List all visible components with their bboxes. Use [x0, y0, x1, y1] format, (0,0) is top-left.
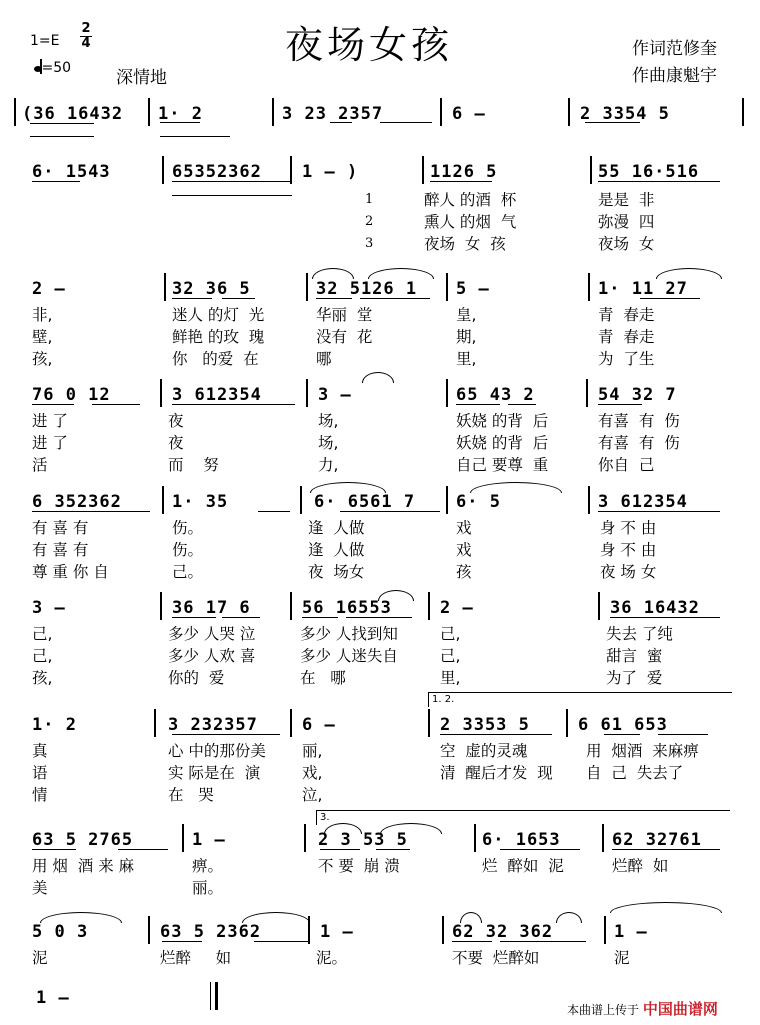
measure: 32 5126 1: [316, 279, 418, 299]
footer-text: 本曲谱上传于: [567, 1003, 640, 1017]
barline: [602, 824, 604, 852]
barline: [422, 156, 424, 184]
measure: 3 –: [318, 385, 352, 405]
lyric-text: 壁,: [32, 328, 53, 346]
beam-line: [340, 511, 440, 512]
barline: [290, 709, 292, 737]
notation-row: [0, 492, 760, 516]
measure: 2 3 53 5: [318, 830, 408, 850]
lyric-text: 语: [32, 764, 48, 782]
lyric-text: 己,: [32, 647, 53, 665]
lyric-text: 熏人 的烟 气: [424, 213, 517, 231]
notation-row: [0, 385, 760, 409]
beam-line: [346, 617, 412, 618]
beam-line: [508, 404, 536, 405]
lyric-text: 为 了生: [598, 350, 655, 368]
beam-line: [32, 404, 74, 405]
slur-arc: [556, 912, 582, 923]
slur-arc: [310, 482, 386, 493]
beam-line: [302, 617, 338, 618]
verse-number: 3: [365, 236, 374, 251]
lyric-text: 心 中的那份美: [168, 742, 266, 760]
beam-line: [30, 123, 94, 124]
meter-top: 2: [81, 21, 91, 36]
barline: [428, 709, 430, 737]
lyric-text: 在 哪: [300, 669, 346, 687]
beam-line: [500, 849, 580, 850]
beam-line: [612, 849, 720, 850]
lyric-text: 用 烟酒 来麻痹: [586, 742, 699, 760]
volta-bracket: 1. 2.: [428, 692, 732, 707]
lyric-text: 己,: [440, 647, 461, 665]
slur-arc: [312, 268, 354, 279]
beam-line: [222, 617, 260, 618]
barline: [148, 98, 150, 126]
lyric-text: 夜: [168, 434, 184, 452]
barline: [566, 709, 568, 737]
slur-arc: [470, 482, 562, 493]
measure: 1· 11 27: [598, 279, 688, 299]
lyric-text: 进 了: [32, 434, 68, 452]
barline: [304, 824, 306, 852]
barline: [442, 916, 444, 944]
slur-arc: [378, 590, 414, 601]
lyric-text: 活: [32, 456, 48, 474]
lyric-text: 痹。: [192, 857, 224, 875]
barline: [446, 273, 448, 301]
measure: 36 17 6: [172, 598, 251, 618]
verse-number: 2: [365, 214, 374, 229]
beam-line: [32, 181, 80, 182]
notation-row: [0, 715, 760, 739]
beam-line: [172, 195, 292, 196]
lyric-text: 己。: [172, 563, 204, 581]
measure: 32 36 5: [172, 279, 251, 299]
lyric-text: 伤。: [172, 541, 204, 559]
lyric-text: 戏: [456, 519, 472, 537]
beam-line: [172, 617, 216, 618]
beam-line: [258, 511, 290, 512]
expression-marking: 深情地: [116, 68, 167, 88]
beam-line: [32, 849, 76, 850]
measure: 62 32 362: [452, 922, 554, 942]
lyric-text: 失去 了纯: [606, 625, 673, 643]
beam-line: [610, 617, 720, 618]
lyric-text: 为了 爱: [606, 669, 663, 687]
beam-line: [316, 298, 352, 299]
footer: [567, 998, 718, 1019]
lyric-text: 伤。: [172, 519, 204, 537]
measure: 3 612354: [172, 385, 262, 405]
slur-arc: [368, 268, 434, 279]
lyric-text: 妖娆 的背 后: [456, 412, 549, 430]
measure: (36 16432: [22, 104, 124, 124]
beam-line: [598, 181, 650, 182]
barline: [162, 156, 164, 184]
lyric-text: 美: [32, 879, 48, 897]
barline: [440, 98, 442, 126]
measure: 2 3353 5: [440, 715, 530, 735]
lyric-text: 真: [32, 742, 48, 760]
barline: [446, 486, 448, 514]
notation-row: [0, 922, 760, 946]
beam-line: [640, 298, 700, 299]
lyric-text: 孩,: [32, 669, 53, 687]
barline: [160, 379, 162, 407]
barline: [588, 273, 590, 301]
lyric-text: 泥。: [316, 949, 348, 967]
measure: 63 5 2765: [32, 830, 134, 850]
time-signature: [80, 22, 92, 51]
measure: 6 –: [302, 715, 336, 735]
measure: 6· 1543: [32, 162, 111, 182]
measure: 3 23 2357: [282, 104, 384, 124]
lyric-text: 不 要 崩 溃: [318, 857, 400, 875]
lyric-text: 鲜艳 的玫 瑰: [172, 328, 265, 346]
slur-arc: [362, 372, 394, 383]
beam-line: [160, 136, 230, 137]
beam-line: [172, 298, 212, 299]
lyric-text: 非,: [32, 306, 53, 324]
lyric-text: 你 的爱 在: [172, 350, 259, 368]
beam-line: [585, 122, 640, 123]
barline: [604, 916, 606, 944]
measure: 1126 5: [430, 162, 498, 182]
barline: [588, 486, 590, 514]
lyric-text: 弥漫 四: [598, 213, 655, 231]
lyric-text: 而 努: [168, 456, 219, 474]
lyric-text: 逢 人做: [308, 519, 365, 537]
beam-line: [456, 404, 500, 405]
barline: [586, 379, 588, 407]
lyric-text: 华丽 堂: [316, 306, 373, 324]
measure: 63 5 2362: [160, 922, 262, 942]
lyric-text: 青 春走: [598, 328, 655, 346]
measure: 3 –: [32, 598, 66, 618]
lyric-text: 在 哭: [168, 786, 214, 804]
barline: [598, 592, 600, 620]
barline: [14, 98, 16, 126]
lyric-text: 有 喜 有: [32, 541, 89, 559]
beam-line: [500, 941, 586, 942]
beam-line: [430, 181, 492, 182]
beam-line: [452, 941, 492, 942]
barline: [154, 709, 156, 737]
lyric-text: 有喜 有 伤: [598, 412, 680, 430]
lyric-text: 戏,: [302, 764, 323, 782]
beam-line: [172, 734, 280, 735]
lyric-text: 泣,: [302, 786, 323, 804]
beam-line: [32, 511, 70, 512]
barline: [290, 156, 292, 184]
measure: 1· 2: [158, 104, 203, 124]
lyric-text: 里,: [456, 350, 477, 368]
lyric-text: 里,: [440, 669, 461, 687]
lyric-text: 泥: [32, 949, 48, 967]
lyric-text: 青 春走: [598, 306, 655, 324]
beam-line: [658, 734, 708, 735]
barline: [590, 156, 592, 184]
barline: [272, 98, 274, 126]
lyric-text: 有 喜 有: [32, 519, 89, 537]
slur-arc: [460, 912, 482, 923]
slur-arc: [242, 912, 310, 923]
lyric-text: 烂醉 如: [612, 857, 669, 875]
barline: [568, 98, 570, 126]
measure: 2 3354 5: [580, 104, 670, 124]
beam-line: [30, 136, 94, 137]
measure: 54 32 7: [598, 385, 677, 405]
measure: 1· 35: [172, 492, 229, 512]
beam-line: [440, 734, 552, 735]
lyric-text: 自己 要尊 重: [456, 456, 549, 474]
lyric-text: 场,: [318, 412, 339, 430]
beam-line: [650, 181, 720, 182]
lyric-text: 妖娆 的背 后: [456, 434, 549, 452]
lyric-text: 多少 人欢 喜: [168, 647, 256, 665]
beam-line: [604, 734, 640, 735]
barline: [290, 592, 292, 620]
song-title: 夜场女孩: [285, 23, 454, 67]
measure: 55 16·516: [598, 162, 700, 182]
beam-line: [254, 941, 308, 942]
slur-arc: [656, 268, 722, 279]
lyric-text: 泥: [614, 949, 630, 967]
lyric-text: 夜场 女: [598, 235, 655, 253]
barline: [210, 982, 218, 1010]
measure: 2 –: [440, 598, 474, 618]
measure: 56 16553: [302, 598, 392, 618]
lyric-text: 己,: [440, 625, 461, 643]
lyric-text: 烂 醉如 泥: [482, 857, 564, 875]
composer-credit: 作曲康魁宇: [632, 66, 717, 86]
beam-line: [360, 298, 430, 299]
measure: 5 0 3: [32, 922, 89, 942]
barline: [446, 379, 448, 407]
beam-line: [118, 849, 168, 850]
barline: [742, 98, 744, 126]
measure: 6 61 653: [578, 715, 668, 735]
lyric-text: 情: [32, 786, 48, 804]
lyric-text: 身 不 由: [600, 519, 657, 537]
measure: 1 –: [192, 830, 226, 850]
key-signature: 1=E: [30, 33, 60, 49]
lyric-text: 丽,: [302, 742, 323, 760]
lyric-text: 用 烟 酒 来 麻: [32, 857, 135, 875]
measure: 6 352362: [32, 492, 122, 512]
measure: 6· 5: [456, 492, 501, 512]
measure: 62 32761: [612, 830, 702, 850]
measure: 1· 2: [32, 715, 77, 735]
measure: 65 43 2: [456, 385, 535, 405]
beam-line: [376, 849, 410, 850]
measure: 36 16432: [610, 598, 700, 618]
measure: 65352362: [172, 162, 262, 182]
lyric-text: 己,: [32, 625, 53, 643]
beam-line: [70, 511, 150, 512]
beam-line: [598, 511, 720, 512]
lyric-text: 夜 场女: [308, 563, 365, 581]
lyric-text: 清 醒后才发 现: [440, 764, 553, 782]
tempo-marking: [34, 60, 71, 76]
lyric-text: 你自 己: [598, 456, 655, 474]
lyric-text: 丽。: [192, 879, 224, 897]
volta-bracket: 3.: [316, 810, 730, 825]
lyric-text: 哪: [316, 350, 332, 368]
lyric-text: 夜场 女 孩: [424, 235, 506, 253]
lyric-text: 烂醉 如: [160, 949, 232, 967]
lyric-text: 戏: [456, 541, 472, 559]
lyric-text: 多少 人迷失自: [300, 647, 398, 665]
lyric-text: 自 己 失去了: [586, 764, 684, 782]
lyric-text: 醉人 的酒 杯: [424, 191, 517, 209]
lyricist-credit: 作词范修奎: [632, 39, 717, 59]
measure: 1 – ): [302, 162, 359, 182]
beam-line: [172, 181, 292, 182]
barline: [160, 592, 162, 620]
lyric-text: 力,: [318, 456, 339, 474]
lyric-text: 逢 人做: [308, 541, 365, 559]
beam-line: [222, 298, 255, 299]
barline: [162, 486, 164, 514]
barline: [428, 592, 430, 620]
lyric-text: 甜言 蜜: [606, 647, 663, 665]
barline: [164, 273, 166, 301]
measure: 1 –: [36, 988, 70, 1008]
barline: [306, 379, 308, 407]
lyric-text: 皇,: [456, 306, 477, 324]
lyric-text: 有喜 有 伤: [598, 434, 680, 452]
slur-arc: [40, 912, 122, 923]
notation-row: [0, 279, 760, 303]
verse-number: 1: [365, 192, 374, 207]
barline: [474, 824, 476, 852]
lyric-text: 你的 爱: [168, 669, 225, 687]
measure: 6· 1653: [482, 830, 561, 850]
lyric-text: 尊 重 你 自: [32, 563, 109, 581]
slur-arc: [610, 902, 722, 913]
beam-line: [598, 404, 642, 405]
measure: 3 232357: [168, 715, 258, 735]
lyric-text: 迷人 的灯 光: [172, 306, 265, 324]
barline: [148, 916, 150, 944]
notation-row: [0, 598, 760, 622]
beam-line: [172, 404, 295, 405]
lyric-text: 进 了: [32, 412, 68, 430]
measure: 2 –: [32, 279, 66, 299]
notation-row: [0, 162, 760, 186]
lyric-text: 是是 非: [598, 191, 655, 209]
beam-line: [160, 122, 200, 123]
beam-line: [380, 122, 432, 123]
measure: 6· 6561 7: [314, 492, 416, 512]
lyric-text: 没有 花: [316, 328, 373, 346]
lyric-text: 实 际是在 演: [168, 764, 261, 782]
measure: 1 –: [614, 922, 648, 942]
beam-line: [330, 122, 352, 123]
measure: 6 –: [452, 104, 486, 124]
lyric-text: 夜: [168, 412, 184, 430]
barline: [300, 486, 302, 514]
lyric-text: 期,: [456, 328, 477, 346]
measure: 3 612354: [598, 492, 688, 512]
tempo-value: =50: [41, 60, 72, 76]
measure: 76 0 12: [32, 385, 111, 405]
lyric-text: 场,: [318, 434, 339, 452]
lyric-text: 多少 人找到知: [300, 625, 398, 643]
site-brand: 中国曲谱网: [642, 1000, 718, 1018]
lyric-text: 孩,: [32, 350, 53, 368]
beam-line: [320, 849, 360, 850]
measure: 1 –: [320, 922, 354, 942]
measure: 5 –: [456, 279, 490, 299]
barline: [306, 273, 308, 301]
barline: [182, 824, 184, 852]
lyric-text: 孩: [456, 563, 472, 581]
lyric-text: 空 虚的灵魂: [440, 742, 528, 760]
notation-row: [0, 104, 760, 128]
lyric-text: 多少 人哭 泣: [168, 625, 256, 643]
lyric-text: 不要 烂醉如: [452, 949, 540, 967]
meter-bottom: 4: [81, 36, 91, 51]
beam-line: [92, 404, 140, 405]
lyric-text: 夜 场 女: [600, 563, 657, 581]
lyric-text: 身 不 由: [600, 541, 657, 559]
beam-line: [162, 941, 202, 942]
